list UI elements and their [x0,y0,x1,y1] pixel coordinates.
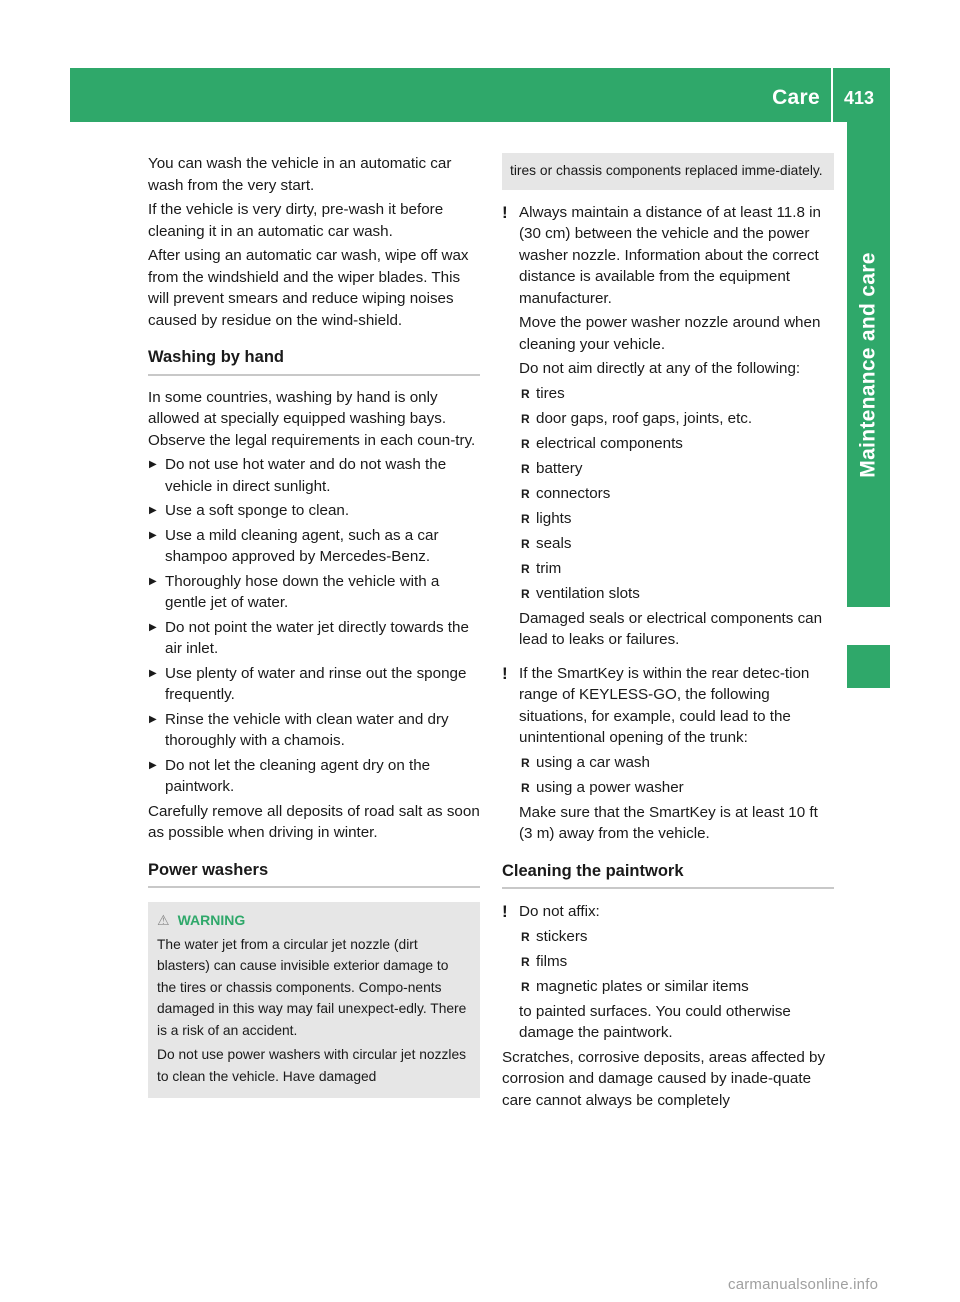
paragraph: After using an automatic car wash, wipe off wax from the windshield and the wiper blades. This will prevent smears and reduce wiping noises caused by residue on the wind-shield. [148,247,469,329]
bullet-list [502,926,834,998]
bullet-list [502,383,834,605]
paragraph: Make sure that the SmartKey is at least 10 ft (3 m) away from the vehicle. [519,803,818,842]
bullet-list [502,752,834,799]
warning-triangle-icon: ⚠ [157,912,170,928]
list-item: R trim [519,558,834,580]
header-band [70,68,890,122]
paragraph: Scratches, corrosive deposits, areas affected by corrosion and damage caused by inade-quate care cannot always be completely [502,1048,826,1109]
note-block [502,663,834,749]
paragraph: Do not aim directly at any of the following: [519,360,801,377]
paragraph: Move the power washer nozzle around when cleaning your vehicle. [519,314,821,353]
instruction-step: ▶ Use a soft sponge to clean. [148,500,480,522]
header-divider [831,68,833,122]
instruction-step: ▶ Use a mild cleaning agent, such as a car shampoo approved by Mercedes-Benz. [148,525,480,568]
page-number: 413 [844,88,875,108]
side-tab-marker [847,645,890,688]
section-title: Care [772,86,820,109]
paragraph: to painted surfaces. You could otherwise damage the paintwork. [519,1002,791,1041]
heading-power-washers: Power washers [148,860,480,889]
instruction-step: ▶ Do not let the cleaning agent dry on the paintwork. [148,755,480,798]
instruction-step: ▶ Thoroughly hose down the vehicle with a gentle jet of water. [148,571,480,614]
paragraph: Damaged seals or electrical components can lead to leaks or failures. [519,609,823,648]
list-item: R magnetic plates or similar items [519,976,834,998]
list-item: R door gaps, roof gaps, joints, etc. [519,408,834,430]
list-item: R lights [519,508,834,530]
right-column [502,153,834,1114]
note-block [502,901,834,923]
exclamation-icon: ! [502,663,508,683]
list-item: R ventilation slots [519,583,834,605]
list-item: R electrical components [519,433,834,455]
warning-label: WARNING [177,912,246,928]
list-item: R films [519,951,834,973]
instruction-step: ▶ Rinse the vehicle with clean water and dry thoroughly with a chamois. [148,709,480,752]
exclamation-icon: ! [502,902,508,921]
list-item: R seals [519,533,834,555]
note-text: Do not affix: [519,903,600,920]
warning-text: Do not use power washers with circular jet nozzles to clean the vehicle. Have damaged [157,1047,467,1084]
instruction-step: ▶ Do not use hot water and do not wash the vehicle in direct sunlight. [148,454,480,497]
list-item: R battery [519,458,834,480]
list-item: R using a car wash [519,752,834,774]
note-text: Always maintain a distance of at least 11.8 in (30 cm) between the vehicle and the power washer nozzle. Information about the correct distance is available from the equipment manufacturer. [519,203,821,307]
paragraph: You can wash the vehicle in an automatic car wash from the very start. [148,155,452,194]
warning-box [148,902,480,1098]
warning-text: The water jet from a circular jet nozzle (dirt blasters) can cause invisible exterior damage to the tires or chassis components. Compo-nents damaged in this way may fail unexpect-edly. There is a risk of an accident. [157,936,467,1038]
side-tab-label: Maintenance and care [856,251,880,478]
list-item: R using a power washer [519,777,834,799]
warning-box-continued: tires or chassis components replaced imme-diately. [502,153,834,190]
watermark: carmanualsonline.info [728,1276,879,1293]
exclamation-icon: ! [502,202,508,222]
warning-header [157,910,471,932]
left-column [148,153,480,1098]
heading-washing-by-hand: Washing by hand [148,347,480,376]
instruction-step: ▶ Do not point the water jet directly towards the air inlet. [148,617,480,660]
heading-cleaning-paintwork: Cleaning the paintwork [502,861,834,890]
paragraph: If the vehicle is very dirty, pre-wash it before cleaning it in an automatic car wash. [148,201,444,240]
list-item: R tires [519,383,834,405]
paragraph: In some countries, washing by hand is only allowed at specially equipped washing bays. Observe the legal requirements in each coun-try. [148,388,476,449]
note-text: If the SmartKey is within the rear detec-tion range of KEYLESS-GO, the following situations, for example, could lead to the unintentional opening of the trunk: [519,664,810,746]
side-tab-label-wrap [847,122,890,607]
note-block [502,202,834,310]
list-item: R stickers [519,926,834,948]
paragraph: Carefully remove all deposits of road salt as soon as possible when driving in winter. [148,802,480,841]
list-item: R connectors [519,483,834,505]
instruction-step: ▶ Use plenty of water and rinse out the sponge frequently. [148,663,480,706]
